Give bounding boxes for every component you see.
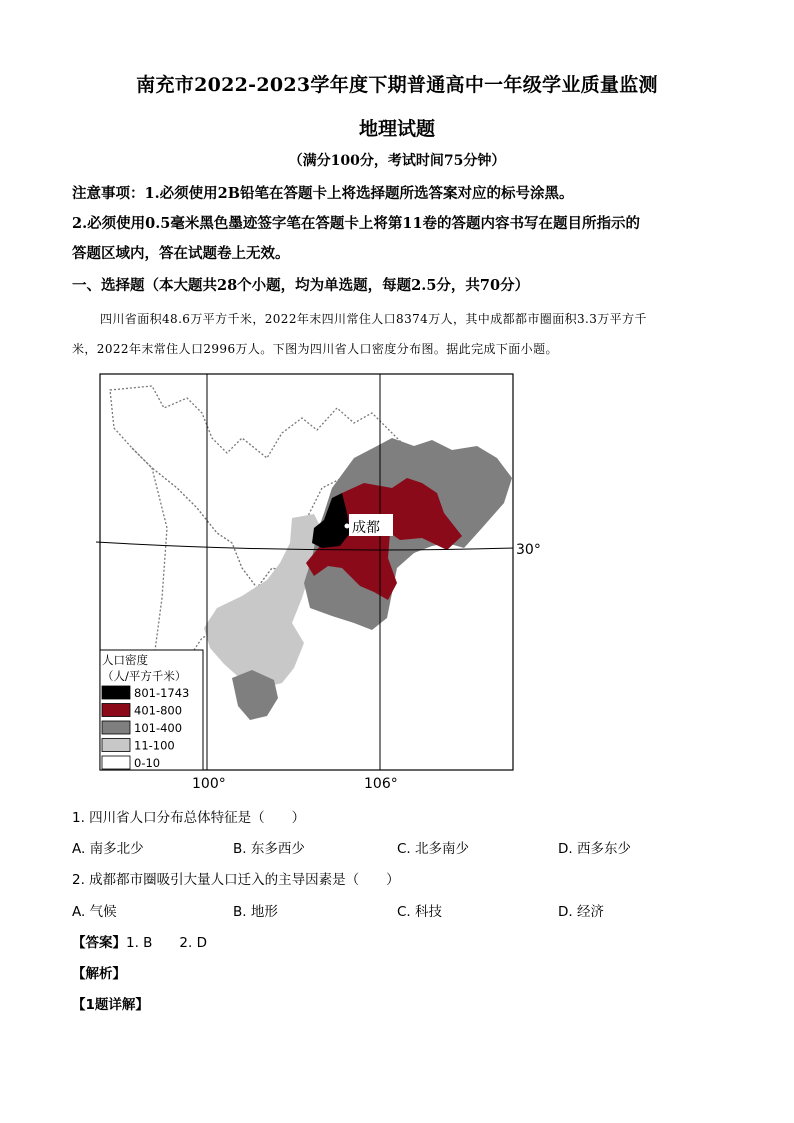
analysis-label: 【解析】 [72,966,126,982]
map-legend [100,650,203,770]
answer-values: 1. B 2. D [126,935,207,951]
legend-swatch-3 [102,739,130,752]
answer-label: 【答案】 [72,935,126,951]
longitude-label-100: 100° [192,776,226,792]
section-heading: 一、选择题（本大题共28个小题，均为单选题，每题2.5分，共70分） [72,277,530,294]
passage-line-1: 四川省面积48.6万平方千米，2022年末四川常住人口8374万人，其中成都都市圈面积3.3万平方千 [100,312,647,326]
longitude-label-106: 106° [364,776,398,792]
q2-option-a[interactable]: A. 气候 [72,904,117,920]
q1-option-d[interactable]: D. 西多东少 [558,841,631,857]
legend-label-4: 0-10 [134,756,161,770]
legend-label-2: 101-400 [134,721,183,735]
passage-line-2: 米，2022年末常住人口2996万人。下图为四川省人口密度分布图。据此完成下面小题。 [72,342,558,356]
answer-line [72,931,207,951]
q1-option-c[interactable]: C. 北多南少 [397,841,470,857]
q1-option-b[interactable]: B. 东多西少 [233,841,305,857]
exam-title: 南充市2022-2023学年度下期普通高中一年级学业质量监测 [136,74,658,96]
instruction-line-1: 注意事项：1.必须使用2B铅笔在答题卡上将选择题所选答案对应的标号涂黑。 [72,185,574,202]
legend-label-3: 11-100 [134,738,175,753]
legend-swatch-0 [102,686,130,699]
legend-swatch-1 [102,704,130,717]
q1-option-a[interactable]: A. 南多北少 [72,841,144,857]
legend-unit: （人/平方千米） [102,669,187,683]
question-1-stem: 1. 四川省人口分布总体特征是（ ） [72,810,306,826]
legend-label-1: 401-800 [134,703,183,718]
legend-label-0: 801-1743 [134,686,190,700]
population-density-map [92,368,552,798]
instruction-line-3: 答题区域内，答在试题卷上无效。 [72,245,290,262]
latitude-label: 30° [516,542,541,558]
q2-option-c[interactable]: C. 科技 [397,904,443,920]
q2-option-b[interactable]: B. 地形 [233,904,278,920]
q2-option-d[interactable]: D. 经济 [558,904,604,920]
question-2-stem: 2. 成都都市圈吸引大量人口迁入的主导因素是（ ） [72,872,400,888]
city-label: 成都 [352,520,380,536]
score-time-note: （满分100分，考试时间75分钟） [288,153,506,169]
detail-label: 【1题详解】 [72,997,149,1013]
legend-swatch-4 [102,756,130,769]
subject-title: 地理试题 [358,118,435,140]
legend-swatch-2 [102,721,130,734]
instruction-line-2: 2.必须使用0.5毫米黑色墨迹签字笔在答题卡上将第11卷的答题内容书写在题目所指示的 [72,215,641,232]
legend-title: 人口密度 [102,653,148,667]
